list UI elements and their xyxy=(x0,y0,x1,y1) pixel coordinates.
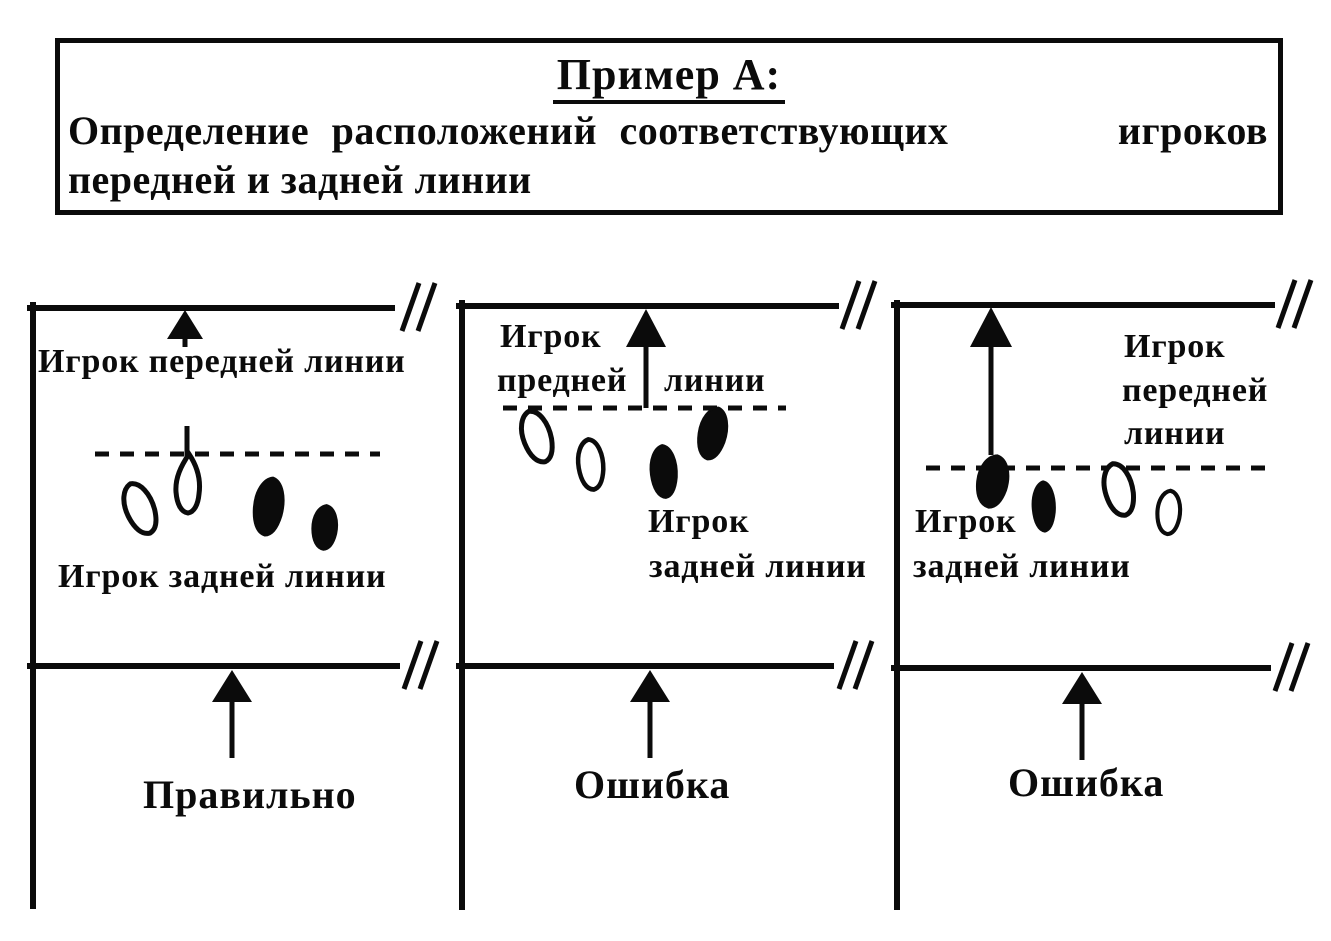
footprint-filled-icon xyxy=(649,444,679,499)
footprint-filled-icon xyxy=(1032,481,1056,532)
front-row-player-label: Игрок xyxy=(1124,328,1226,365)
back-row-player-label: Игрок задней линии xyxy=(58,558,387,595)
line-break-icon xyxy=(842,281,875,329)
up-arrow-icon xyxy=(970,307,1012,455)
front-row-player-label: Игрок передней линии xyxy=(38,343,406,380)
footprint-filled-icon xyxy=(973,453,1012,510)
front-row-player-label: передней xyxy=(1122,372,1269,409)
caption-line1-left: Определение расположений соответствующих xyxy=(68,108,949,153)
verdict-error-label: Ошибка xyxy=(574,762,731,807)
line-break-icon xyxy=(1275,643,1308,691)
footprint-filled-icon xyxy=(694,405,732,463)
verdict-correct-label: Правильно xyxy=(143,772,357,817)
line-break-icon xyxy=(839,641,872,689)
front-row-player-label: Игрок xyxy=(500,318,602,355)
footprint-filled-icon xyxy=(250,476,287,538)
up-arrow-icon xyxy=(630,670,670,758)
up-arrow-icon xyxy=(212,670,252,758)
caption-line1-right: игроков xyxy=(1117,108,1268,153)
back-row-player-label: Игрок xyxy=(915,503,1017,540)
front-row-player-label: линии xyxy=(664,362,766,399)
footprint-outline-icon xyxy=(176,454,200,513)
footprint-outline-icon xyxy=(1156,490,1182,535)
up-arrow-icon xyxy=(626,309,666,408)
footprint-outline-icon xyxy=(576,438,606,491)
front-row-player-label: линии xyxy=(1124,415,1226,452)
line-break-icon xyxy=(404,641,437,689)
caption-line-2: передней и задней линии xyxy=(68,157,532,202)
footprint-filled-icon xyxy=(311,504,339,551)
verdict-error-label: Ошибка xyxy=(1008,760,1165,805)
up-arrow-icon xyxy=(1062,672,1102,760)
example-title: Пример А: xyxy=(553,53,785,104)
line-break-icon xyxy=(402,283,435,331)
line-break-icon xyxy=(1278,280,1311,328)
footprint-outline-icon xyxy=(516,407,559,466)
front-row-player-label: предней xyxy=(497,362,628,399)
back-row-player-label: Игрок xyxy=(648,503,750,540)
up-arrow-icon xyxy=(167,310,203,347)
back-row-player-label: задней линии xyxy=(913,548,1131,585)
back-row-player-label: задней линии xyxy=(649,548,867,585)
footprint-outline-icon xyxy=(117,479,162,538)
